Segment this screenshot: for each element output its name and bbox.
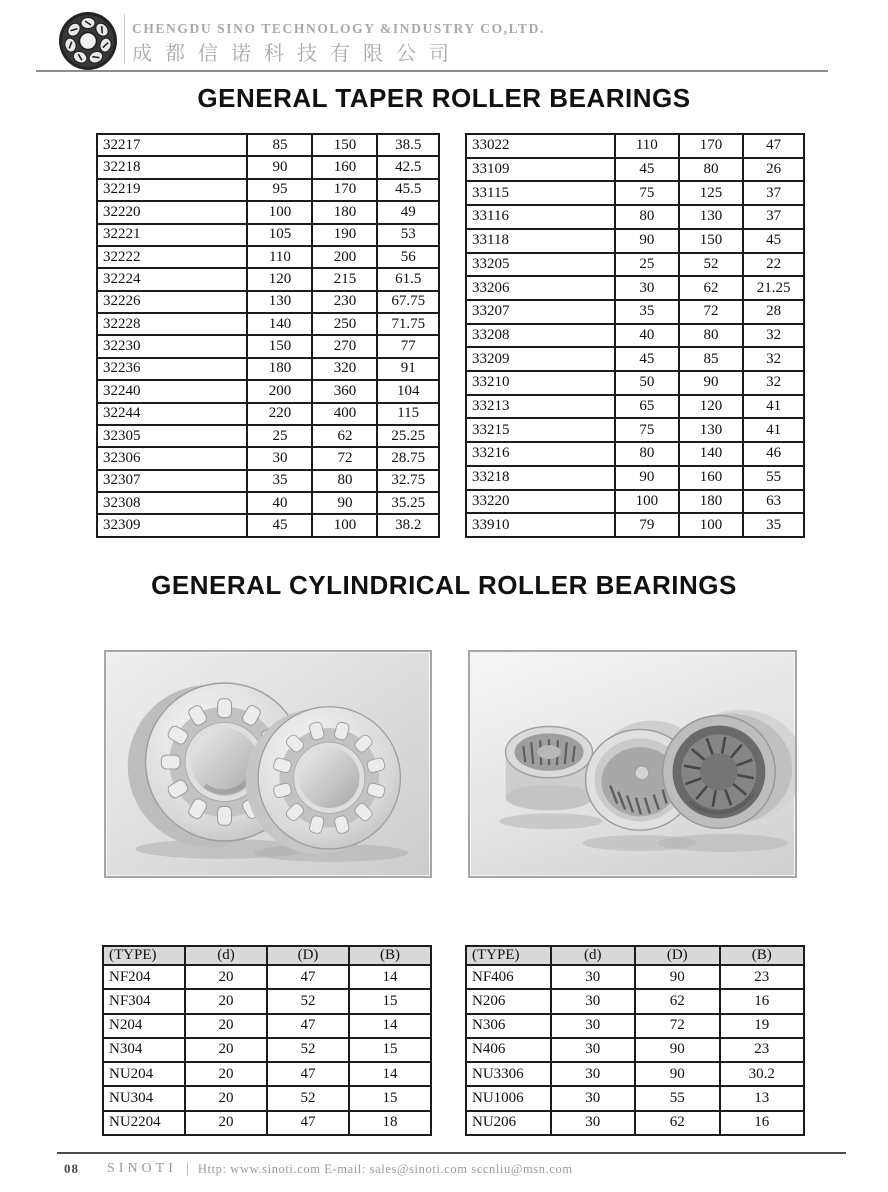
table-cell: 45 [247,514,312,537]
table-cell: 110 [247,246,312,268]
brand-name: SINOTI [107,1161,177,1176]
table-cell: 160 [679,466,743,490]
table-cell: NF204 [103,965,185,989]
table-cell: 30 [551,1062,636,1086]
table-cell: 30 [247,447,312,469]
table-cell: 100 [615,490,679,514]
table-header-cell: (B) [720,946,805,965]
footer [64,1159,854,1179]
company-name-en: CHENGDU SINO TECHNOLOGY &INDUSTRY CO,LTD. [132,21,545,36]
table-cell: 47 [743,134,804,158]
cylindrical-bearings-drawing [106,652,430,876]
table-row [97,201,439,223]
table-cell: 130 [679,418,743,442]
footer-divider [187,1162,188,1176]
table-cell: 90 [247,156,312,178]
table-cell: 32 [743,324,804,348]
table-row [466,490,804,514]
table-cell: 50 [615,371,679,395]
table-cell: 32308 [97,492,247,514]
table-cell: 22 [743,253,804,277]
table-header-cell: (B) [349,946,431,965]
table-cell: 230 [312,291,377,313]
table-cell: 25.25 [377,425,439,447]
table-row [97,403,439,425]
table-cell: 33216 [466,442,615,466]
table-cell: 30 [551,989,636,1013]
table-cell: 52 [267,989,349,1013]
table-row [466,965,804,989]
table-cell: NU304 [103,1086,185,1110]
cylindrical-section-title: GENERAL CYLINDRICAL ROLLER BEARINGS [151,570,737,600]
table-cell: 32219 [97,179,247,201]
table-header-cell: (D) [267,946,349,965]
table-cell: 270 [312,335,377,357]
table-cell: 33213 [466,395,615,419]
table-row [466,158,804,182]
table-cell: 130 [679,205,743,229]
table-cell: 49 [377,201,439,223]
table-cell: 63 [743,490,804,514]
footer-contact: Http: www.sinoti.com E-mail: sales@sinoti.com sccnliu@msn.com [197,1161,573,1176]
table-row [97,268,439,290]
table-cell: 45 [615,158,679,182]
table-cell: 20 [185,1014,267,1038]
table-cell: 14 [349,1062,431,1086]
table-cell: 80 [615,442,679,466]
table-cell: 180 [247,358,312,380]
table-cell: 41 [743,418,804,442]
table-cell: 125 [679,181,743,205]
table-cell: 33022 [466,134,615,158]
table-cell: 13 [720,1086,805,1110]
table-row [466,1086,804,1110]
table-cell: 38.5 [377,134,439,156]
table-cell: 400 [312,403,377,425]
table-row [97,425,439,447]
table-cell: 42.5 [377,156,439,178]
table-cell: 140 [247,313,312,335]
table-cell: 61.5 [377,268,439,290]
table-cell: 33220 [466,490,615,514]
table-cell: 15 [349,989,431,1013]
table-row [97,134,439,156]
table-cell: 47 [267,1111,349,1135]
table-cell: 28 [743,300,804,324]
table-cell: 72 [679,300,743,324]
table-cell: 15 [349,1086,431,1110]
table-cell: 46 [743,442,804,466]
table-cell: 32222 [97,246,247,268]
table-cell: 62 [635,989,720,1013]
table-cell: 23 [720,1038,805,1062]
header-divider [124,14,125,64]
table-cell: NF406 [466,965,551,989]
table-cell: 55 [635,1086,720,1110]
table-cell: 19 [720,1014,805,1038]
table-cell: 115 [377,403,439,425]
table-cell: 77 [377,335,439,357]
table-cell: 150 [247,335,312,357]
table-cell: 80 [679,324,743,348]
table-cell: 33218 [466,466,615,490]
table-cell: 75 [615,181,679,205]
table-cell: 200 [312,246,377,268]
table-cell: 85 [679,347,743,371]
table-cell: 360 [312,380,377,402]
table-cell: 30 [551,1086,636,1110]
table-cell: 35 [615,300,679,324]
table-cell: N206 [466,989,551,1013]
cylindrical-bearings-table-right [465,945,805,1136]
table-cell: N406 [466,1038,551,1062]
table-cell: 90 [635,1038,720,1062]
table-row [466,324,804,348]
table-cell: 47 [267,1062,349,1086]
table-cell: 25 [247,425,312,447]
table-cell: 30 [551,965,636,989]
table-cell: 120 [247,268,312,290]
table-cell: 32.75 [377,470,439,492]
table-cell: 33206 [466,276,615,300]
table-header-row [103,946,431,965]
table-cell: NU2204 [103,1111,185,1135]
taper-section-title: GENERAL TAPER ROLLER BEARINGS [197,83,691,113]
table-cell: 18 [349,1111,431,1135]
table-cell: 90 [679,371,743,395]
table-row [103,1086,431,1110]
table-row [466,347,804,371]
table-cell: 55 [743,466,804,490]
cylindrical-roller-bearings-image [104,650,432,878]
table-cell: 190 [312,224,377,246]
table-cell: 14 [349,1014,431,1038]
table-cell: 56 [377,246,439,268]
table-cell: 33910 [466,513,615,537]
table-cell: 90 [615,229,679,253]
table-row [97,380,439,402]
table-cell: 91 [377,358,439,380]
table-cell: 80 [679,158,743,182]
table-row [466,253,804,277]
table-cell: 72 [312,447,377,469]
table-cell: 90 [615,466,679,490]
table-cell: 100 [312,514,377,537]
table-cell: 170 [679,134,743,158]
table-row [97,447,439,469]
table-cell: 320 [312,358,377,380]
taper-bearings-table-right [465,133,805,538]
table-cell: 16 [720,989,805,1013]
table-cell: 35 [743,513,804,537]
table-cell: 180 [312,201,377,223]
table-cell: 45 [743,229,804,253]
table-row [466,1111,804,1135]
table-cell: 32220 [97,201,247,223]
table-row [97,335,439,357]
table-cell: 32230 [97,335,247,357]
table-cell: 120 [679,395,743,419]
table-cell: 20 [185,1062,267,1086]
table-cell: 35.25 [377,492,439,514]
table-cell: 35 [247,470,312,492]
table-cell: 33116 [466,205,615,229]
table-cell: 130 [247,291,312,313]
table-cell: 45 [615,347,679,371]
footer-rule [57,1152,846,1154]
table-row [466,1038,804,1062]
table-cell: 250 [312,313,377,335]
table-row [97,246,439,268]
table-cell: 65 [615,395,679,419]
table-cell: 53 [377,224,439,246]
table-row [466,1014,804,1038]
table-cell: 85 [247,134,312,156]
table-cell: 71.75 [377,313,439,335]
table-cell: 32236 [97,358,247,380]
table-row [97,179,439,201]
table-cell: N304 [103,1038,185,1062]
company-name-cn: 成都信诺科技有限公司 [132,43,462,65]
table-cell: 80 [312,470,377,492]
table-row [103,1014,431,1038]
table-cell: 47 [267,965,349,989]
table-header-cell: (d) [551,946,636,965]
table-row [466,229,804,253]
table-cell: 30.2 [720,1062,805,1086]
table-cell: 180 [679,490,743,514]
table-cell: 16 [720,1111,805,1135]
table-cell: 32 [743,347,804,371]
table-cell: 32244 [97,403,247,425]
table-row [97,470,439,492]
table-cell: 33215 [466,418,615,442]
table-row [466,181,804,205]
table-header-cell: (D) [635,946,720,965]
table-row [466,395,804,419]
table-cell: 200 [247,380,312,402]
table-cell: 33205 [466,253,615,277]
table-cell: 33208 [466,324,615,348]
table-cell: NU206 [466,1111,551,1135]
table-cell: 23 [720,965,805,989]
table-cell: NU204 [103,1062,185,1086]
table-cell: 32218 [97,156,247,178]
table-row [97,492,439,514]
cylindrical-bearings-table-left [102,945,432,1136]
table-cell: 32309 [97,514,247,537]
table-cell: 33210 [466,371,615,395]
page-number: 08 [64,1161,79,1176]
table-cell: 62 [312,425,377,447]
table-row [466,300,804,324]
table-cell: 40 [247,492,312,514]
table-cell: 33207 [466,300,615,324]
needle-bearings-drawing [470,652,795,876]
table-row [466,276,804,300]
table-cell: 52 [679,253,743,277]
table-cell: 20 [185,1111,267,1135]
table-header-row [466,946,804,965]
table-cell: NU3306 [466,1062,551,1086]
table-row [103,1111,431,1135]
table-cell: 14 [349,965,431,989]
table-cell: N204 [103,1014,185,1038]
table-cell: 32307 [97,470,247,492]
table-row [97,313,439,335]
needle-roller-bearings-image [468,650,797,878]
table-cell: 170 [312,179,377,201]
table-cell: 72 [635,1014,720,1038]
table-cell: 110 [615,134,679,158]
table-cell: 30 [551,1111,636,1135]
table-row [97,514,439,537]
table-cell: 21.25 [743,276,804,300]
table-cell: 100 [247,201,312,223]
table-cell: 37 [743,181,804,205]
table-cell: 220 [247,403,312,425]
table-cell: NU1006 [466,1086,551,1110]
table-cell: 32224 [97,268,247,290]
table-cell: 25 [615,253,679,277]
table-cell: 104 [377,380,439,402]
table-cell: 95 [247,179,312,201]
table-cell: 62 [679,276,743,300]
table-cell: 33109 [466,158,615,182]
table-cell: 90 [635,965,720,989]
table-cell: N306 [466,1014,551,1038]
table-cell: 32226 [97,291,247,313]
table-cell: 80 [615,205,679,229]
table-row [466,989,804,1013]
table-cell: 20 [185,965,267,989]
table-cell: 32217 [97,134,247,156]
table-row [466,466,804,490]
table-header-cell: (d) [185,946,267,965]
table-cell: 15 [349,1038,431,1062]
table-cell: 52 [267,1086,349,1110]
table-cell: 140 [679,442,743,466]
table-cell: 150 [312,134,377,156]
header-rule [36,70,828,72]
table-row [466,513,804,537]
table-row [466,418,804,442]
table-row [466,371,804,395]
table-cell: 52 [267,1038,349,1062]
table-cell: 20 [185,989,267,1013]
table-row [103,989,431,1013]
table-cell: 37 [743,205,804,229]
table-cell: 20 [185,1086,267,1110]
table-cell: 38.2 [377,514,439,537]
table-row [466,442,804,466]
table-cell: 30 [551,1038,636,1062]
table-cell: 32240 [97,380,247,402]
taper-bearings-table-left [96,133,440,538]
table-cell: 32221 [97,224,247,246]
table-cell: 90 [312,492,377,514]
table-cell: 32228 [97,313,247,335]
table-row [97,156,439,178]
table-row [103,1062,431,1086]
table-cell: NF304 [103,989,185,1013]
table-cell: 79 [615,513,679,537]
table-cell: 47 [267,1014,349,1038]
table-cell: 40 [615,324,679,348]
table-cell: 90 [635,1062,720,1086]
table-cell: 41 [743,395,804,419]
table-cell: 26 [743,158,804,182]
table-cell: 62 [635,1111,720,1135]
table-cell: 67.75 [377,291,439,313]
table-row [97,224,439,246]
table-header-cell: (TYPE) [103,946,185,965]
table-cell: 150 [679,229,743,253]
table-cell: 75 [615,418,679,442]
table-cell: 215 [312,268,377,290]
table-cell: 33118 [466,229,615,253]
table-cell: 28.75 [377,447,439,469]
table-cell: 33115 [466,181,615,205]
table-cell: 33209 [466,347,615,371]
table-cell: 160 [312,156,377,178]
table-cell: 45.5 [377,179,439,201]
table-cell: 20 [185,1038,267,1062]
table-row [103,1038,431,1062]
table-cell: 100 [679,513,743,537]
table-cell: 30 [551,1014,636,1038]
table-row [466,205,804,229]
table-cell: 32 [743,371,804,395]
table-header-cell: (TYPE) [466,946,551,965]
company-logo-icon [56,9,120,73]
table-cell: 105 [247,224,312,246]
table-cell: 30 [615,276,679,300]
table-row [466,1062,804,1086]
table-row [466,134,804,158]
table-row [97,358,439,380]
table-row [97,291,439,313]
table-row [103,965,431,989]
table-cell: 32305 [97,425,247,447]
table-cell: 32306 [97,447,247,469]
